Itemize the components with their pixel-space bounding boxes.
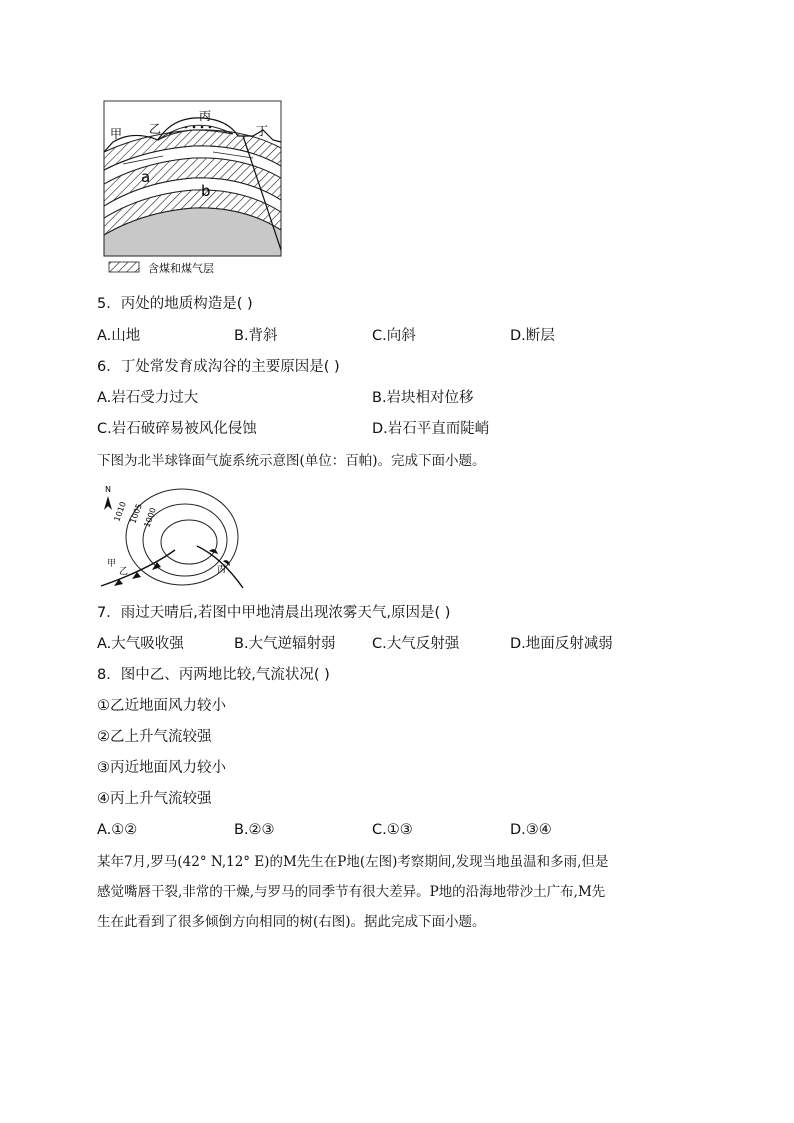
q8-option-c[interactable]: C.①③ xyxy=(372,822,413,838)
north-label: N xyxy=(105,485,111,494)
legend-label: 含煤和煤气层 xyxy=(148,262,214,275)
isobar-label-1010: 1010 xyxy=(112,500,128,523)
q7-option-c[interactable]: C.大气反射强 xyxy=(372,636,460,652)
q5-option-c[interactable]: C.向斜 xyxy=(372,328,416,344)
cyclone-figure xyxy=(97,482,247,592)
intro-rome-line-2: 感觉嘴唇干裂,非常的干燥,与罗马的同季节有很大差异。P地的沿海地带沙土广布,M先 xyxy=(97,884,606,900)
label-a: a xyxy=(141,168,151,186)
q8-item-1: ①乙近地面风力较小 xyxy=(97,698,226,714)
cyclone-diagram xyxy=(97,482,247,592)
q6-option-c[interactable]: C.岩石破碎易被风化侵蚀 xyxy=(97,421,257,437)
legend-swatch xyxy=(109,262,139,272)
isobar-label-1000: 1000 xyxy=(142,506,158,529)
q8-item-3: ③丙近地面风力较小 xyxy=(97,760,226,776)
q8-stem: 8．图中乙、丙两地比较,气流状况( ) xyxy=(97,667,330,683)
q5-option-d[interactable]: D.断层 xyxy=(510,328,555,344)
q6-option-b[interactable]: B.岩块相对位移 xyxy=(372,390,474,406)
intro-rome-line-1: 某年7月,罗马(42° N,12° E)的M先生在P地(左图)考察期间,发现当地虽温和多雨,但是 xyxy=(97,854,609,870)
q8-item-4: ④丙上升气流较强 xyxy=(97,791,212,807)
cyclone-label-jia: 甲 xyxy=(107,559,117,569)
label-bing: 丙 xyxy=(199,109,212,123)
q5-option-b[interactable]: B.背斜 xyxy=(234,328,278,344)
q7-stem: 7．雨过天晴后,若图中甲地清晨出现浓雾天气,原因是( ) xyxy=(97,605,451,621)
q8-item-2: ②乙上升气流较强 xyxy=(97,729,212,745)
cyclone-label-yi: 乙 xyxy=(119,567,129,577)
q5-stem: 5．丙处的地质构造是( ) xyxy=(97,296,253,312)
geology-cross-section xyxy=(103,100,283,278)
label-jia: 甲 xyxy=(110,127,123,141)
label-b: b xyxy=(201,182,211,200)
q6-option-a[interactable]: A.岩石受力过大 xyxy=(97,390,199,406)
q6-stem: 6．丁处常发育成沟谷的主要原因是( ) xyxy=(97,359,340,375)
q6-option-d[interactable]: D.岩石平直而陡峭 xyxy=(372,421,490,437)
geology-figure xyxy=(103,100,283,278)
intro-cyclone: 下图为北半球锋面气旋系统示意图(单位：百帕)。完成下面小题。 xyxy=(97,453,486,469)
north-arrow-icon xyxy=(104,496,112,510)
q7-option-b[interactable]: B.大气逆辐射弱 xyxy=(234,636,336,652)
q8-option-b[interactable]: B.②③ xyxy=(234,822,275,838)
q7-option-d[interactable]: D.地面反射减弱 xyxy=(510,636,613,652)
q5-option-a[interactable]: A.山地 xyxy=(97,328,141,344)
q8-option-a[interactable]: A.①② xyxy=(97,822,138,838)
label-ding: 丁 xyxy=(256,124,269,138)
intro-rome-line-3: 生在此看到了很多倾倒方向相同的树(右图)。据此完成下面小题。 xyxy=(97,914,486,930)
isobar-label-1005: 1005 xyxy=(128,502,144,525)
label-yi: 乙 xyxy=(149,122,162,136)
cyclone-label-bing: 丙 xyxy=(217,565,227,575)
q8-option-d[interactable]: D.③④ xyxy=(510,822,552,838)
q7-option-a[interactable]: A.大气吸收强 xyxy=(97,636,184,652)
